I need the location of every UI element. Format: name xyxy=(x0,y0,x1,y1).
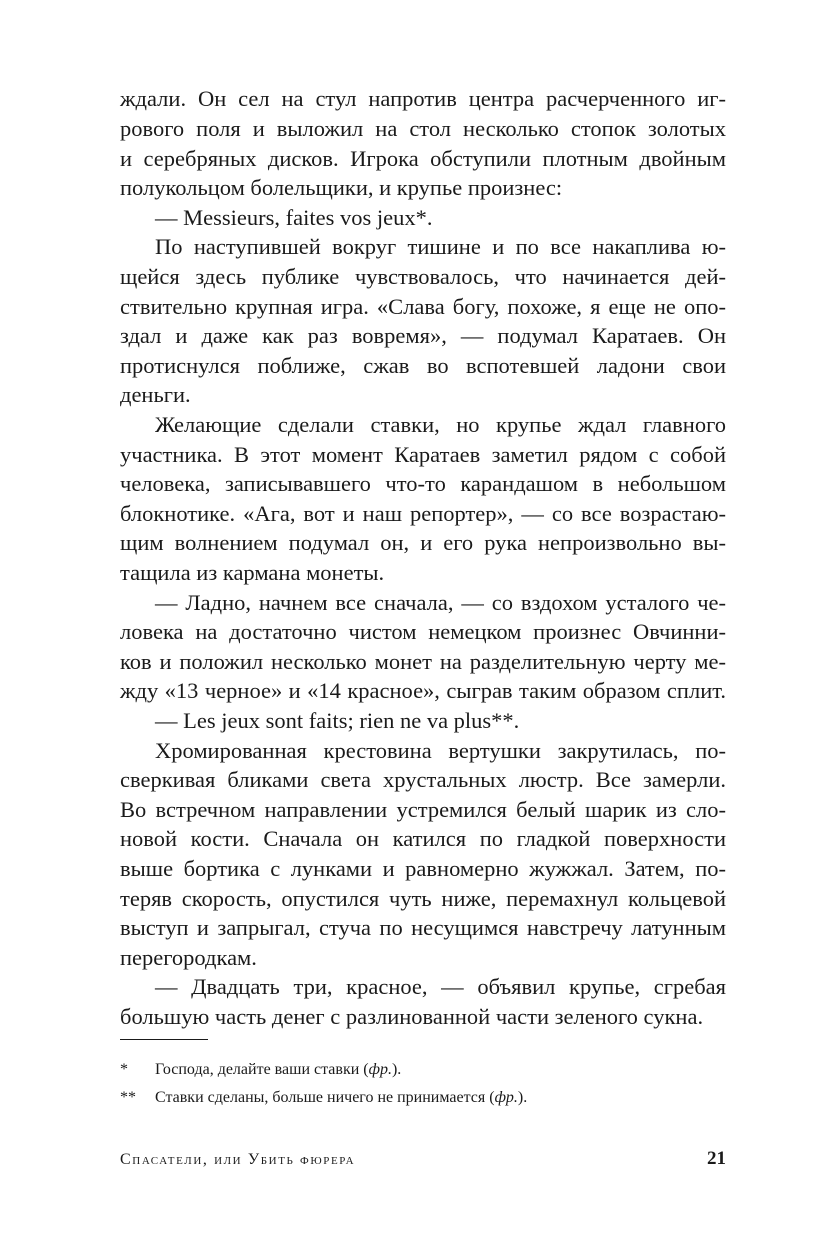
text-line: — Двадцать три, красное, — объявил крупье, сгребая xyxy=(155,974,726,999)
text-line: — Ладно, начнем все сначала, — со вздохом усталого че- xyxy=(155,590,726,615)
text-line: — Les jeux sont faits; rien ne va plus**. xyxy=(155,708,520,733)
text-line: и серебряных дисков. Игрока обступили плотным двойным xyxy=(120,146,726,171)
text-line: полукольцом болельщики, и крупье произнес: xyxy=(120,175,563,200)
text-line: ждали. Он сел на стул напротив центра расчерченного иг- xyxy=(120,86,726,111)
text-line: жду «13 черное» и «14 красное», сыграв таким образом сплит. xyxy=(120,678,726,703)
text-line: теряв скорость, опустился чуть ниже, перемахнул кольцевой xyxy=(120,886,726,911)
footnote-text: Ставки сделаны, больше ничего не принимается (фр.). xyxy=(155,1089,528,1106)
text-line: выступ и запрыгал, стуча по несущимся навстречу латунным xyxy=(120,915,726,940)
page-number: 21 xyxy=(707,1148,726,1169)
text-line: По наступившей вокруг тишине и по все накаплива ю- xyxy=(155,234,726,259)
text-line: ствительно крупная игра. «Слава богу, похоже, я еще не опо- xyxy=(120,294,726,319)
text-line: щейся здесь публике чувствовалось, что начинается дей- xyxy=(120,264,726,289)
text-line: рового поля и выложил на стол несколько стопок золотых xyxy=(120,116,726,141)
text-line: протиснулся поближе, сжав во вспотевшей ладони свои xyxy=(120,353,726,378)
text-line: ков и положил несколько монет на разделительную черту ме- xyxy=(120,649,726,674)
language-abbreviation: фр. xyxy=(368,1061,392,1078)
text-line: Во встречном направлении устремился белый шарик из сло- xyxy=(120,797,726,822)
text-line: человека, записывавшего что-то карандашом в небольшом xyxy=(120,471,726,496)
text-line: тащила из кармана монеты. xyxy=(120,560,385,585)
text-line: Хромированная крестовина вертушки закрутилась, по- xyxy=(155,738,726,763)
running-title: Спасатели, или Убить фюрера xyxy=(120,1151,356,1168)
text-line: перегородкам. xyxy=(120,945,257,970)
text-line: — Messieurs, faites vos jeux*. xyxy=(155,205,433,230)
footnote xyxy=(120,1058,726,1082)
language-abbreviation: фр. xyxy=(494,1089,518,1106)
footnote-divider xyxy=(120,1039,208,1040)
footnote xyxy=(120,1086,726,1110)
text-line: ловека на достаточно чистом немецком произнес Овчинни- xyxy=(120,619,726,644)
text-line: деньги. xyxy=(120,382,191,407)
footnote-mark: ** xyxy=(120,1089,136,1106)
text-line: Желающие сделали ставки, но крупье ждал главного xyxy=(155,412,726,437)
footnote-text: Господа, делайте ваши ставки (фр.). xyxy=(155,1061,402,1078)
text-line: блокнотике. «Ага, вот и наш репортер», — со все возрастаю- xyxy=(120,501,726,526)
text-line: участника. В этот момент Каратаев заметил рядом с собой xyxy=(120,442,726,467)
footnote-mark: * xyxy=(120,1061,128,1078)
text-line: щим волнением подумал он, и его рука непроизвольно вы- xyxy=(120,530,726,555)
text-line: новой кости. Сначала он катился по гладкой поверхности xyxy=(120,826,726,851)
text-line: сверкивая бликами света хрустальных люстр. Все замерли. xyxy=(120,767,726,792)
text-line: выше бортика с лунками и равномерно жужжал. Затем, по- xyxy=(120,856,726,881)
text-line: большую часть денег с разлинованной части зеленого сукна. xyxy=(120,1004,704,1029)
text-line: здал и даже как раз вовремя», — подумал Каратаев. Он xyxy=(120,323,726,348)
